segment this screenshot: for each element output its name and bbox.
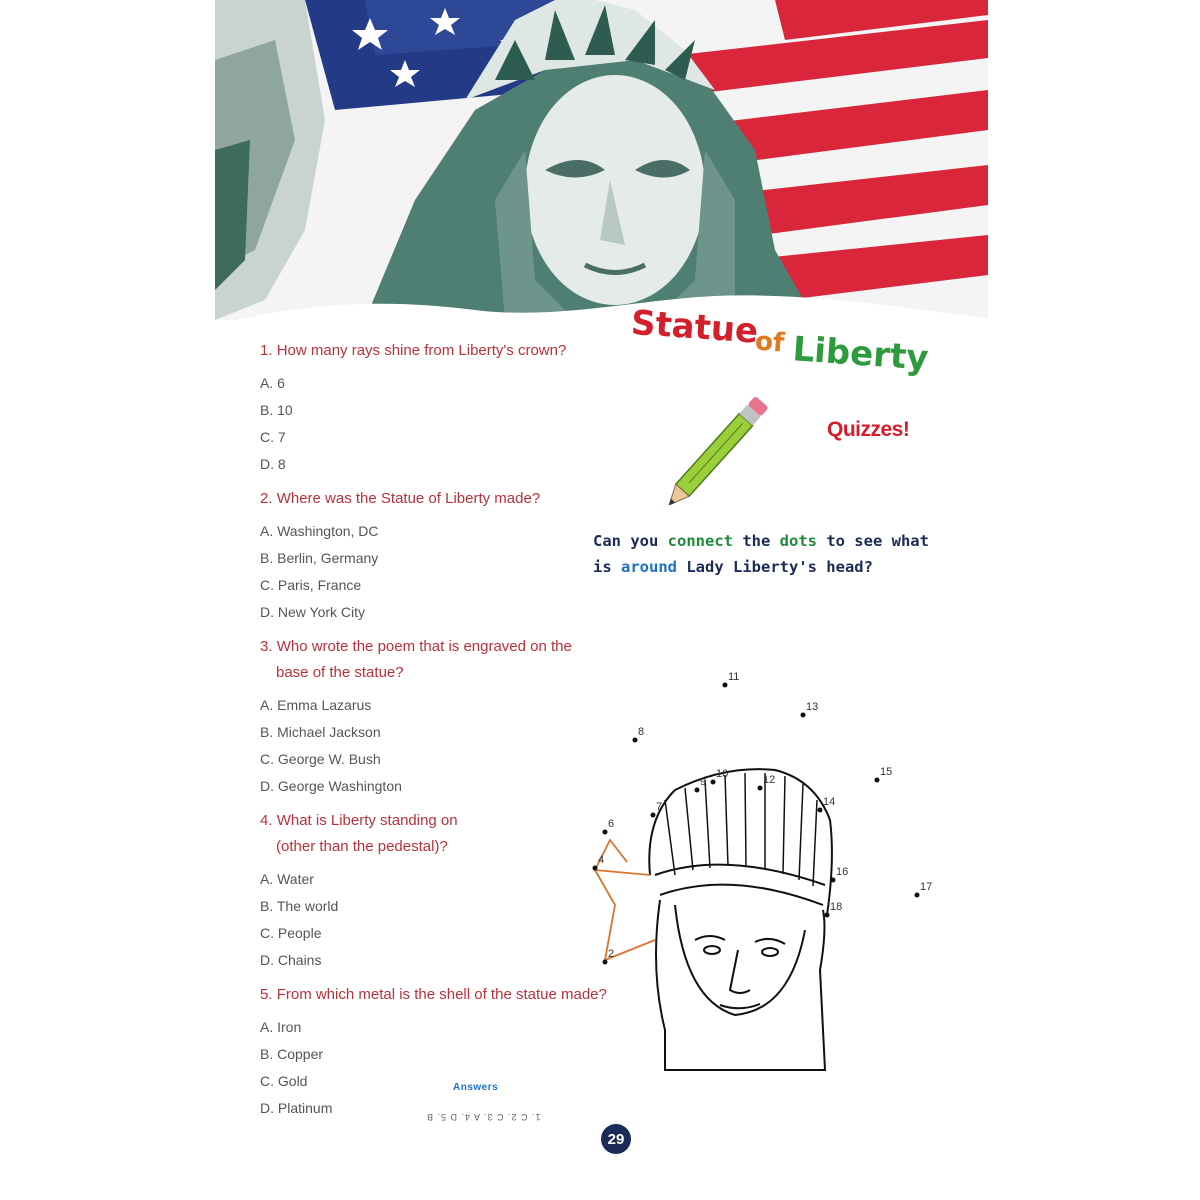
pencil-icon <box>645 395 795 505</box>
title-word-statue: Statue <box>629 302 760 352</box>
dot-15 <box>875 778 880 783</box>
answer-option[interactable]: C. People <box>260 925 322 941</box>
dot-label-11: 11 <box>728 671 740 683</box>
dot-label-4: 4 <box>598 854 605 866</box>
answers-key-upside-down: 1. C 2. C 3. A 4. D 5. B <box>426 1112 541 1122</box>
answer-option[interactable]: C. Paris, France <box>260 577 362 593</box>
prompt-word-around: around <box>621 558 677 576</box>
answer-option[interactable]: D. Chains <box>260 952 322 968</box>
dot-label-6: 6 <box>608 818 615 830</box>
dot-points <box>593 671 933 965</box>
dot-4 <box>593 866 598 871</box>
connect-the-dots-drawing <box>565 670 985 1090</box>
dot-14 <box>818 808 823 813</box>
dot-2 <box>603 960 608 965</box>
prompt-text: Lady Liberty's head? <box>677 558 873 576</box>
question-text: 5. From which metal is the shell of the statue made? <box>260 986 607 1003</box>
question-text: 2. Where was the Statue of Liberty made? <box>260 490 541 507</box>
prompt-word-connect: connect <box>667 532 733 550</box>
dot-label-15: 15 <box>880 766 893 778</box>
dot-6 <box>603 830 608 835</box>
answer-option[interactable]: C. 7 <box>260 429 286 445</box>
dot-8 <box>633 738 638 743</box>
dot-label-7: 7 <box>656 801 663 813</box>
dot-label-18: 18 <box>830 901 843 913</box>
page-number: 29 <box>601 1124 631 1154</box>
answers-label: Answers <box>453 1082 499 1093</box>
dot-18 <box>825 913 830 918</box>
dot-label-10: 10 <box>716 768 729 780</box>
prompt-text: the <box>732 532 780 550</box>
statue-flag-banner <box>215 0 988 340</box>
dot-label-16: 16 <box>836 866 849 878</box>
question-2 <box>260 486 640 626</box>
question-text: 3. Who wrote the poem that is engraved on the base of the statue? <box>260 638 572 681</box>
answer-option[interactable]: B. Copper <box>260 1046 324 1062</box>
answer-option[interactable]: A. Emma Lazarus <box>260 697 372 713</box>
quizzes-subtitle: Quizzes! <box>827 418 910 441</box>
dot-label-2: 2 <box>608 948 615 960</box>
dot-11 <box>723 683 728 688</box>
prompt-text: Can you <box>593 532 668 550</box>
question-text: 1. How many rays shine from Liberty's crown? <box>260 342 567 359</box>
answer-option[interactable]: C. George W. Bush <box>260 751 381 767</box>
title-word-liberty: Liberty <box>791 329 930 379</box>
answer-option[interactable]: B. Berlin, Germany <box>260 550 379 566</box>
dot-label-8: 8 <box>638 726 645 738</box>
answer-option[interactable]: B. 10 <box>260 402 293 418</box>
answer-option[interactable]: D. 8 <box>260 456 286 472</box>
dot-7 <box>651 813 656 818</box>
answer-option[interactable]: A. Washington, DC <box>260 523 379 539</box>
answer-option[interactable]: B. Michael Jackson <box>260 724 381 740</box>
dot-10 <box>711 780 716 785</box>
liberty-face-outline <box>649 769 832 1070</box>
dot-17 <box>915 893 920 898</box>
question-text: 4. What is Liberty standing on (other than the pedestal)? <box>260 812 458 855</box>
answer-option[interactable]: D. New York City <box>260 604 366 620</box>
answer-option[interactable]: D. Platinum <box>260 1100 333 1116</box>
answer-option[interactable]: B. The world <box>260 898 339 914</box>
quiz-page <box>215 0 988 1200</box>
dot-label-13: 13 <box>806 701 819 713</box>
dot-label-17: 17 <box>920 881 933 893</box>
prompt-word-dots: dots <box>779 532 817 550</box>
page-title <box>625 300 955 390</box>
dot-label-12: 12 <box>763 774 776 786</box>
connect-dots-prompt <box>593 528 953 580</box>
dot-12 <box>758 786 763 791</box>
dot-16 <box>831 878 836 883</box>
title-word-of: of <box>754 326 786 359</box>
question-1 <box>260 338 640 478</box>
dot-label-14: 14 <box>823 796 836 808</box>
answer-option[interactable]: D. George Washington <box>260 778 402 794</box>
answer-option[interactable]: C. Gold <box>260 1073 308 1089</box>
answer-option[interactable]: A. 6 <box>260 375 285 391</box>
prompt-text: is <box>593 558 621 576</box>
prompt-text: to see what <box>816 532 929 550</box>
dot-9 <box>695 788 700 793</box>
dot-label-9: 9 <box>700 776 707 788</box>
answer-option[interactable]: A. Water <box>260 871 314 887</box>
dot-13 <box>801 713 806 718</box>
answer-option[interactable]: A. Iron <box>260 1019 302 1035</box>
